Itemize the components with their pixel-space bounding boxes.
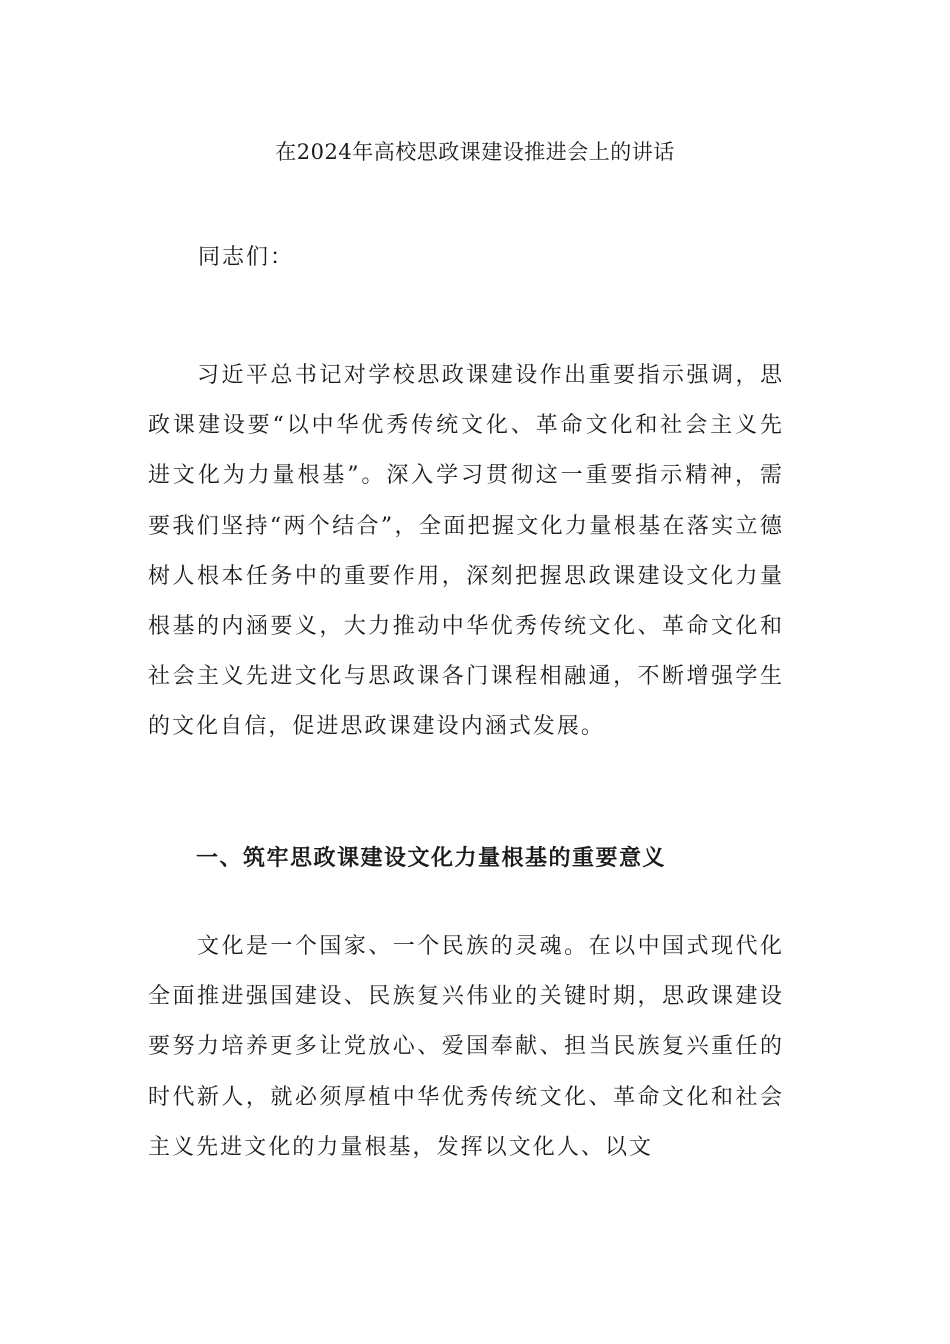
salutation: 同志们： <box>198 245 295 270</box>
document-title: 在2024年高校思政课建设推进会上的讲话 <box>275 140 675 164</box>
body-paragraph-1: 习近平总书记对学校思政课建设作出重要指示强调，思政课建设要“以中华优秀传统文化、革命文化和社会主义先进文化为力量根基”。深入学习贯彻这一重要指示精神，需要我们坚持“两个结合”，全面把握文化力量根基在落实立德树人根本任务中的重要作用，深刻把握思政课建设文化力量根基的内涵要义，大力推动中华优秀传统文化、革命文化和社会主义先进文化与思政课各门课程相融通，不断增强学生的文化自信，促进思政课建设内涵式发展。 <box>148 363 784 740</box>
section-heading-1: 一、筑牢思政课建设文化力量根基的重要意义 <box>196 845 667 871</box>
body-paragraph-2: 文化是一个国家、一个民族的灵魂。在以中国式现代化全面推进强国建设、民族复兴伟业的关键时期，思政课建设要努力培养更多让党放心、爱国奉献、担当民族复兴重任的时代新人，就必须厚植中华优秀传统文化、革命文化和社会主义先进文化的力量根基，发挥以文化人、以文 <box>148 934 784 1160</box>
